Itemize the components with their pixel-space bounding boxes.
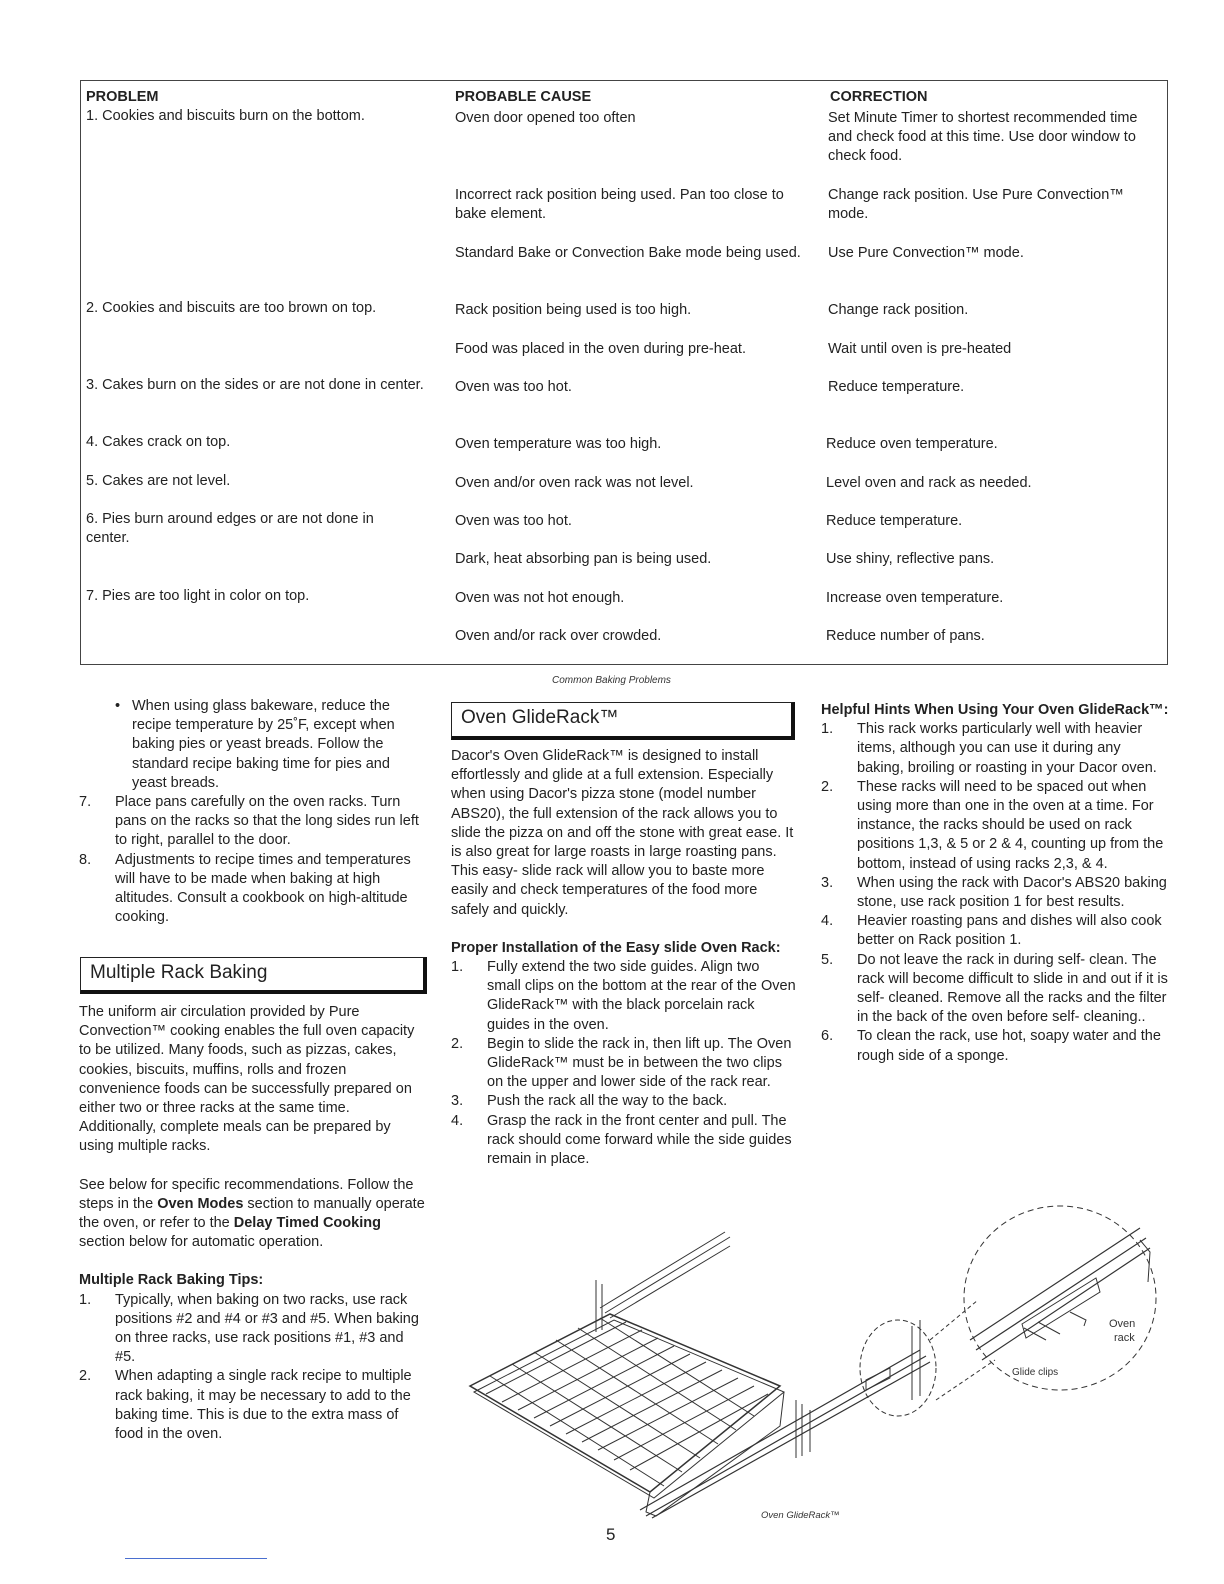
table-cell-correction: Use Pure Convection™ mode. — [828, 245, 1024, 261]
table-cell-correction: Reduce oven temperature. — [826, 436, 998, 452]
multi-rack-tips-title: Multiple Rack Baking Tips: — [79, 1272, 264, 1289]
table-cell-cause: Oven was too hot. — [455, 513, 572, 529]
list-text: These racks will need to be spaced out when using more than one in the oven at a time. For instance, the racks should be used on rack positions 1,3, & 5 or 2 & 4, counting up from the bottom, instead of using racks 2,3, & 4. — [857, 778, 1164, 872]
right-column — [821, 701, 1171, 1066]
table-cell-problem: 2. Cookies and biscuits are too brown on top. — [86, 300, 377, 316]
text-segment: See below for specific recommendations. Follow the steps in the — [79, 1176, 414, 1212]
bullet-text: When using glass bakeware, reduce the recipe temperature by 25˚F, except when baking pies or yeast breads. Follow the standard recipe baking time for pies and yeast breads. — [132, 698, 395, 791]
oven-rack-label — [1109, 1318, 1138, 1344]
callout-lines — [930, 1300, 995, 1400]
list-item — [821, 778, 1171, 874]
list-text: This rack works particularly well with heavier items, although you can use it during any baking, broiling or roasting in your Dacor oven. — [857, 721, 1157, 776]
list-text: Adjustments to recipe times and temperatures will have to be made when baking at high altitudes. Consult a cookbook on high-altitude cooking. — [115, 851, 411, 926]
text-segment: section to manually operate the oven, or refer to the — [79, 1195, 425, 1232]
list-item — [79, 1367, 427, 1444]
gliderack-intro: Dacor's Oven GlideRack™ is designed to install effortlessly and glide at a full extension. Especially when using Dacor's pizza stone (model number ABS20), the full extension of the rack allows you to slide the pizza on and off the stone with great ease. It is also great for large roasts in large roasting pans. This easy- slide rack will allow you to baste more easily and check temperatures of the food more safely and quickly. — [451, 748, 794, 918]
list-number: 2. — [451, 1035, 464, 1052]
middle-column — [451, 747, 797, 1169]
table-cell-correction: Reduce number of pans. — [826, 628, 985, 644]
list-text: Fully extend the two side guides. Align two small clips on the bottom at the rear of the Oven GlideRack™ with the black porcelain rack guides in the oven. — [487, 959, 796, 1033]
table-cell-correction: Increase oven temperature. — [826, 590, 1004, 606]
figure-caption: Oven GlideRack™ — [761, 1510, 840, 1521]
baking-problems-table — [80, 80, 1168, 665]
table-cell-correction: Change rack position. Use Pure Convection™ mode. — [828, 187, 1124, 223]
list-item — [79, 1291, 427, 1368]
list-item — [451, 958, 797, 1035]
list-number: 1. — [821, 721, 834, 738]
table-cell-cause: Standard Bake or Convection Bake mode being used. — [455, 245, 801, 261]
table-cell-correction: Reduce temperature. — [826, 513, 963, 529]
list-text: When adapting a single rack recipe to multiple rack baking, it may be necessary to add to the baking time. This is due to the extra mass of food in the oven. — [115, 1368, 412, 1443]
list-number: 1. — [79, 1291, 92, 1308]
list-item — [451, 1112, 797, 1170]
oven-rack-label-line2: rack — [1114, 1332, 1135, 1344]
list-item — [451, 1035, 797, 1093]
text-segment: section below for automatic operation. — [79, 1234, 324, 1251]
table-cell-cause: Oven door opened too often — [455, 110, 636, 126]
delay-timed-ref: Delay Timed Cooking — [233, 1215, 381, 1232]
wire-rack — [470, 1314, 784, 1516]
table-cell-correction: Use shiny, reflective pans. — [826, 551, 995, 567]
multi-rack-tips-list — [79, 1291, 427, 1445]
list-number: 4. — [821, 913, 834, 930]
table-cell-correction: Change rack position. — [828, 302, 969, 318]
oven-modes-ref: Oven Modes — [157, 1195, 244, 1212]
glide-clip-detail — [964, 1206, 1156, 1390]
table-cell-cause: Rack position being used is too high. — [455, 302, 692, 318]
list-number: 4. — [451, 1112, 464, 1129]
table-cell-cause: Incorrect rack position being used. Pan too close to bake element. — [455, 187, 784, 223]
list-number: 3. — [821, 874, 834, 891]
list-item — [821, 912, 1171, 950]
helpful-hints-list — [821, 720, 1171, 1066]
page-number: 5 — [606, 1525, 616, 1544]
table-cell-correction: Level oven and rack as needed. — [826, 475, 1032, 491]
list-number: 2. — [79, 1368, 92, 1385]
list-item — [821, 1027, 1171, 1065]
list-text: Typically, when baking on two racks, use rack positions #2 and #4 or #3 and #5. When baking on three racks, use rack positions #1, #3 and #5. — [115, 1291, 419, 1366]
oven-rack-label-line1: Oven — [1109, 1318, 1136, 1330]
left-column — [79, 697, 427, 927]
glide-clips-label: Glide clips — [1012, 1367, 1059, 1378]
list-number: 2. — [821, 778, 834, 795]
header-probable-cause: PROBABLE CAUSE — [455, 89, 592, 105]
list-item — [79, 851, 427, 928]
installation-steps-list — [451, 958, 797, 1169]
bullet-icon: • — [115, 698, 121, 714]
table-cell-correction: Reduce temperature. — [828, 379, 965, 395]
detail-callout-circle — [860, 1320, 936, 1416]
table-caption: Common Baking Problems — [552, 675, 671, 686]
table-cell-problem: 1. Cookies and biscuits burn on the bottom. — [86, 108, 365, 124]
table-cell-cause: Oven was not hot enough. — [455, 590, 625, 606]
glass-bakeware-bullet — [79, 697, 427, 793]
list-number: 3. — [451, 1093, 464, 1110]
list-number: 8. — [79, 851, 92, 868]
list-number: 7. — [79, 794, 92, 811]
table-cell-problem: 3. Cakes burn on the sides or are not done in center. — [86, 377, 424, 393]
list-text: Do not leave the rack in during self- clean. The rack will become difficult to slide in and out if it is self- cleaned. Remove all the racks and the filter in the back of the oven before self- cleaning.. — [857, 951, 1168, 1026]
list-number: 5. — [821, 951, 834, 968]
installation-title: Proper Installation of the Easy slide Oven Rack: — [451, 939, 781, 956]
header-problem: PROBLEM — [86, 89, 159, 105]
table-cell-cause: Oven and/or oven rack was not level. — [455, 475, 694, 491]
list-item — [79, 793, 427, 851]
list-text: Push the rack all the way to the back. — [487, 1093, 728, 1110]
list-item — [821, 720, 1171, 778]
helpful-hints-title: Helpful Hints When Using Your Oven GlideRack™: — [821, 702, 1169, 718]
footer-rule — [125, 1558, 267, 1559]
table-cell-cause: Dark, heat absorbing pan is being used. — [455, 551, 712, 567]
multiple-rack-baking-heading: Multiple Rack Baking — [80, 957, 427, 994]
list-text: Begin to slide the rack in, then lift up. The Oven GlideRack™ must be in between the two clips on the upper and lower side of the rack rear. — [487, 1035, 792, 1091]
table-cell-cause: Oven was too hot. — [455, 379, 572, 395]
list-item — [821, 874, 1171, 912]
multi-rack-intro: The uniform air circulation provided by Pure Convection™ cooking enables the full oven capacity to be utilized. Many foods, such as pizzas, cakes, cookies, biscuits, muffins, rolls and frozen convenience foods can be successfully prepared on either two or three racks at the same time. Additionally, complete meals can be prepared by using multiple racks. — [79, 1004, 415, 1155]
header-correction: CORRECTION — [830, 89, 928, 105]
table-cell-problem: 6. Pies burn around edges or are not done in center. — [86, 511, 374, 547]
list-item — [451, 1092, 797, 1111]
table-cell-correction: Set Minute Timer to shortest recommended time and check food at this time. Use door window to check food. — [828, 110, 1138, 165]
multi-rack-see-below — [79, 1176, 427, 1253]
table-cell-problem: 4. Cakes crack on top. — [86, 434, 231, 450]
table-cell-cause: Oven and/or rack over crowded. — [455, 628, 662, 644]
table-cell-correction: Wait until oven is pre-heated — [828, 341, 1012, 357]
table-cell-problem: 7. Pies are too light in color on top. — [86, 588, 310, 604]
list-item — [821, 951, 1171, 1028]
list-text: Place pans carefully on the oven racks. Turn pans on the racks so that the long sides run left to right, parallel to the door. — [115, 794, 419, 849]
multiple-rack-section — [79, 1003, 427, 1444]
list-text: Heavier roasting pans and dishes will also cook better on Rack position 1. — [857, 913, 1162, 949]
list-text: Grasp the rack in the front center and pull. The rack should come forward while the side guides remain in place. — [487, 1112, 792, 1168]
list-text: When using the rack with Dacor's ABS20 baking stone, use rack position 1 for best results. — [857, 874, 1167, 911]
list-number: 1. — [451, 959, 464, 976]
baking-tips-list — [79, 793, 427, 927]
table-cell-cause: Oven temperature was too high. — [455, 436, 662, 452]
table-cell-cause: Food was placed in the oven during pre-heat. — [455, 341, 746, 357]
oven-gliderack-heading: Oven GlideRack™ — [451, 702, 795, 740]
list-text: To clean the rack, use hot, soapy water and the rough side of a sponge. — [857, 1028, 1161, 1064]
list-number: 6. — [821, 1028, 834, 1045]
table-cell-problem: 5. Cakes are not level. — [86, 473, 231, 489]
gliderack-illustration — [450, 1200, 1170, 1520]
